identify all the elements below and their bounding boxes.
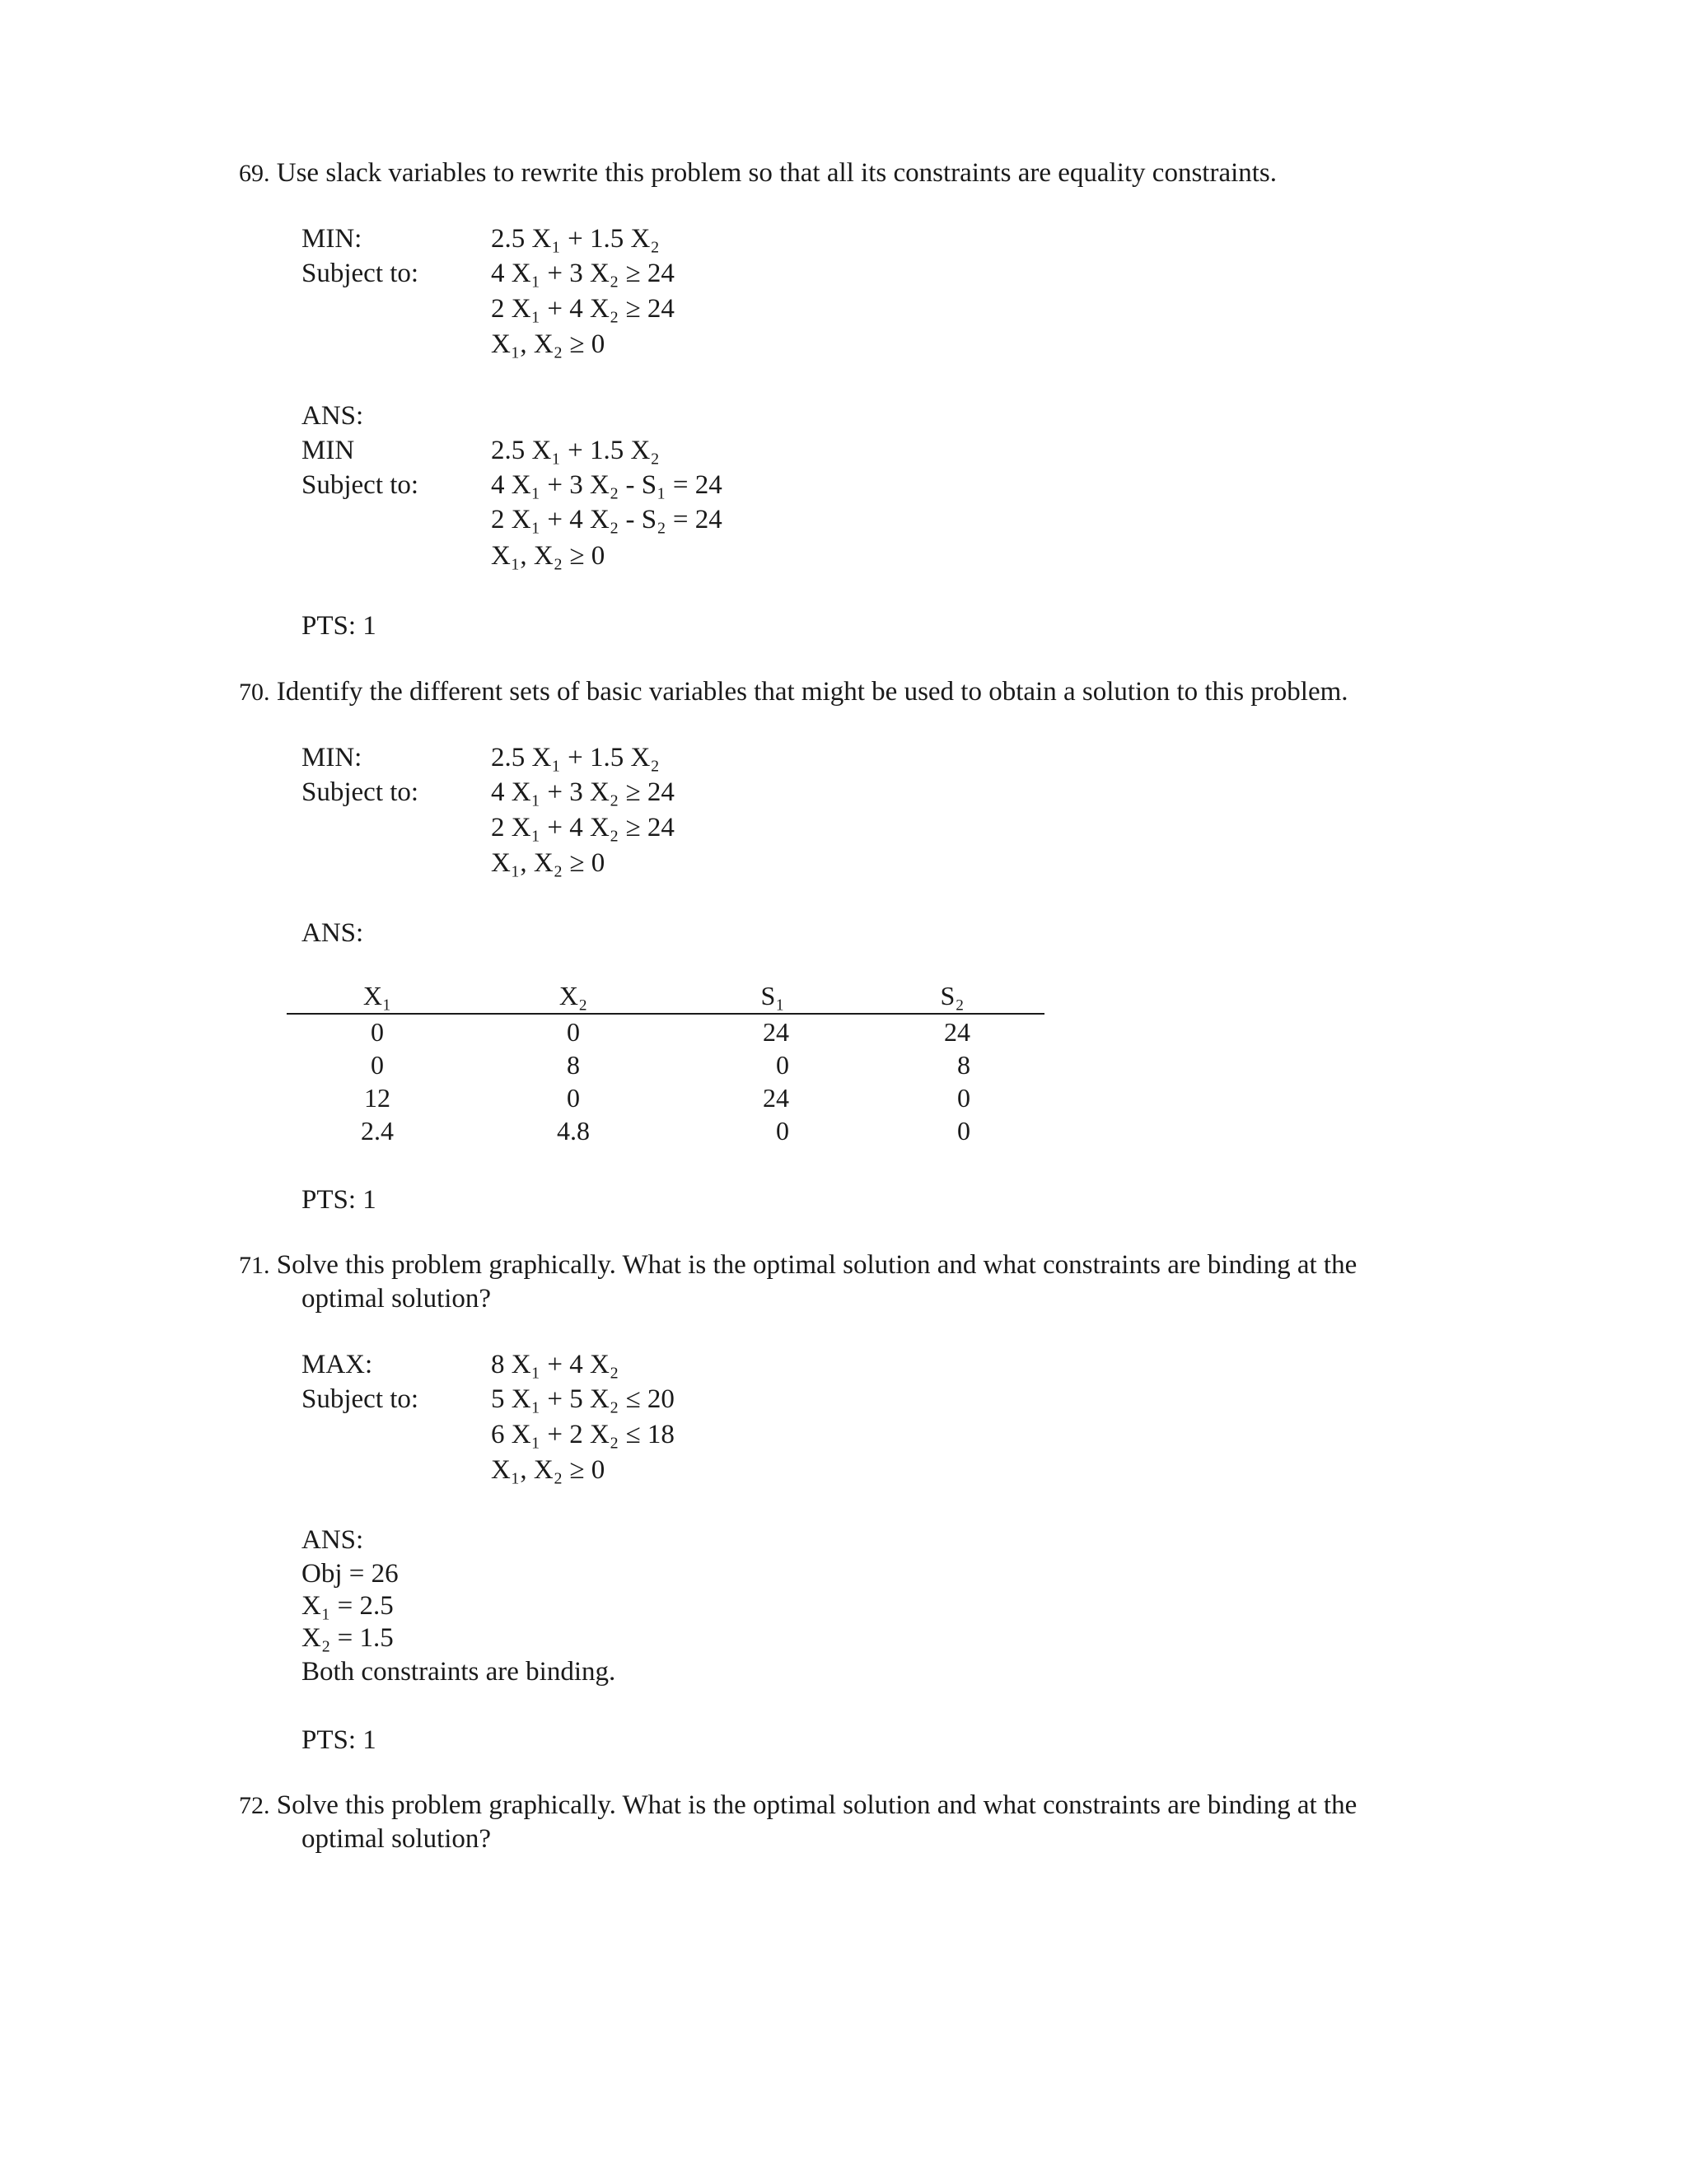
points-label: PTS: 1	[301, 1725, 376, 1755]
table-cell: 0	[957, 1116, 970, 1146]
objective-label: MIN:	[301, 224, 362, 254]
column-header-s2: S₂	[940, 981, 965, 1010]
answer-objective-label: MIN	[301, 436, 355, 465]
answer-subject-to-label: Subject to:	[301, 470, 419, 500]
nonnegativity-constraint: X₁, X₂ ≥ 0	[491, 329, 605, 359]
table-cell: 0	[567, 1083, 580, 1113]
table-cell: 8	[957, 1050, 970, 1080]
constraint-2: 6 X₁ + 2 X₂ ≤ 18	[491, 1420, 675, 1449]
question-text: Use slack variables to rewrite this problem so that all its constraints are equality constraints.	[276, 158, 1278, 188]
table-cell: 2.4	[361, 1116, 394, 1146]
table-row	[287, 1113, 1044, 1146]
answer-label: ANS:	[301, 1525, 364, 1555]
subject-to-label: Subject to:	[301, 777, 419, 807]
nonnegativity-constraint: X₁, X₂ ≥ 0	[491, 1455, 605, 1485]
answer-objective-function: 2.5 X₁ + 1.5 X₂	[491, 436, 660, 465]
table-cell: 0	[567, 1017, 580, 1047]
answer-constraint-1: 4 X₁ + 3 X₂ - S₁ = 24	[491, 470, 722, 500]
table-cell: 4.8	[557, 1116, 590, 1146]
table-cell: 0	[776, 1050, 789, 1080]
question-text: Solve this problem graphically. What is the optimal solution and what constraints are binding at the	[276, 1250, 1358, 1280]
table-row	[287, 1080, 1044, 1113]
question-70	[239, 675, 1458, 709]
question-71	[239, 1248, 1458, 1316]
column-header-x2: X₂	[558, 981, 588, 1010]
constraint-1: 4 X₁ + 3 X₂ ≥ 24	[491, 259, 675, 288]
table-cell: 0	[776, 1116, 789, 1146]
constraint-2: 2 X₁ + 4 X₂ ≥ 24	[491, 294, 675, 324]
answer-objective-value: Obj = 26	[301, 1559, 399, 1589]
answer-label: ANS:	[301, 918, 364, 948]
basic-variables-table	[287, 978, 1044, 1146]
question-text-continued: optimal solution?	[301, 1284, 492, 1314]
table-cell: 24	[763, 1017, 789, 1047]
table-row	[287, 1048, 1044, 1080]
table-cell: 24	[763, 1083, 789, 1113]
question-72	[239, 1789, 1458, 1856]
objective-function: 8 X₁ + 4 X₂	[491, 1350, 619, 1379]
answer-binding-note: Both constraints are binding.	[301, 1657, 616, 1687]
table-cell: 8	[567, 1050, 580, 1080]
table-cell: 0	[957, 1083, 970, 1113]
question-text: Identify the different sets of basic variables that might be used to obtain a solution to this problem.	[276, 677, 1348, 707]
nonnegativity-constraint: X₁, X₂ ≥ 0	[491, 848, 605, 878]
points-label: PTS: 1	[301, 611, 376, 641]
table-cell: 24	[944, 1017, 970, 1047]
objective-function: 2.5 X₁ + 1.5 X₂	[491, 743, 660, 772]
constraint-1: 4 X₁ + 3 X₂ ≥ 24	[491, 777, 675, 807]
table-cell: 0	[371, 1050, 384, 1080]
subject-to-label: Subject to:	[301, 1384, 419, 1414]
answer-nonnegativity-constraint: X₁, X₂ ≥ 0	[491, 541, 605, 571]
question-text-continued: optimal solution?	[301, 1824, 492, 1854]
constraint-1: 5 X₁ + 5 X₂ ≤ 20	[491, 1384, 675, 1414]
question-text: Solve this problem graphically. What is the optimal solution and what constraints are binding at the	[276, 1790, 1358, 1820]
table-cell: 12	[364, 1083, 390, 1113]
answer-x2-value: X₂ = 1.5	[301, 1623, 394, 1653]
objective-label: MIN:	[301, 743, 362, 772]
column-header-s1: S₁	[760, 981, 785, 1010]
answer-x1-value: X₁ = 2.5	[301, 1591, 394, 1621]
question-69	[239, 156, 1458, 190]
objective-function: 2.5 X₁ + 1.5 X₂	[491, 224, 660, 254]
answer-label: ANS:	[301, 401, 364, 431]
question-number: 71.	[239, 1252, 270, 1279]
table-cell: 0	[371, 1017, 384, 1047]
objective-label: MAX:	[301, 1350, 373, 1379]
table-row	[287, 1015, 1044, 1048]
constraint-2: 2 X₁ + 4 X₂ ≥ 24	[491, 813, 675, 842]
question-number: 70.	[239, 679, 270, 706]
table-header-row	[287, 978, 1044, 1015]
subject-to-label: Subject to:	[301, 259, 419, 288]
answer-constraint-2: 2 X₁ + 4 X₂ - S₂ = 24	[491, 505, 722, 534]
question-number: 72.	[239, 1792, 270, 1819]
question-number: 69.	[239, 160, 270, 187]
column-header-x1: X₁	[362, 981, 392, 1010]
points-label: PTS: 1	[301, 1185, 376, 1215]
